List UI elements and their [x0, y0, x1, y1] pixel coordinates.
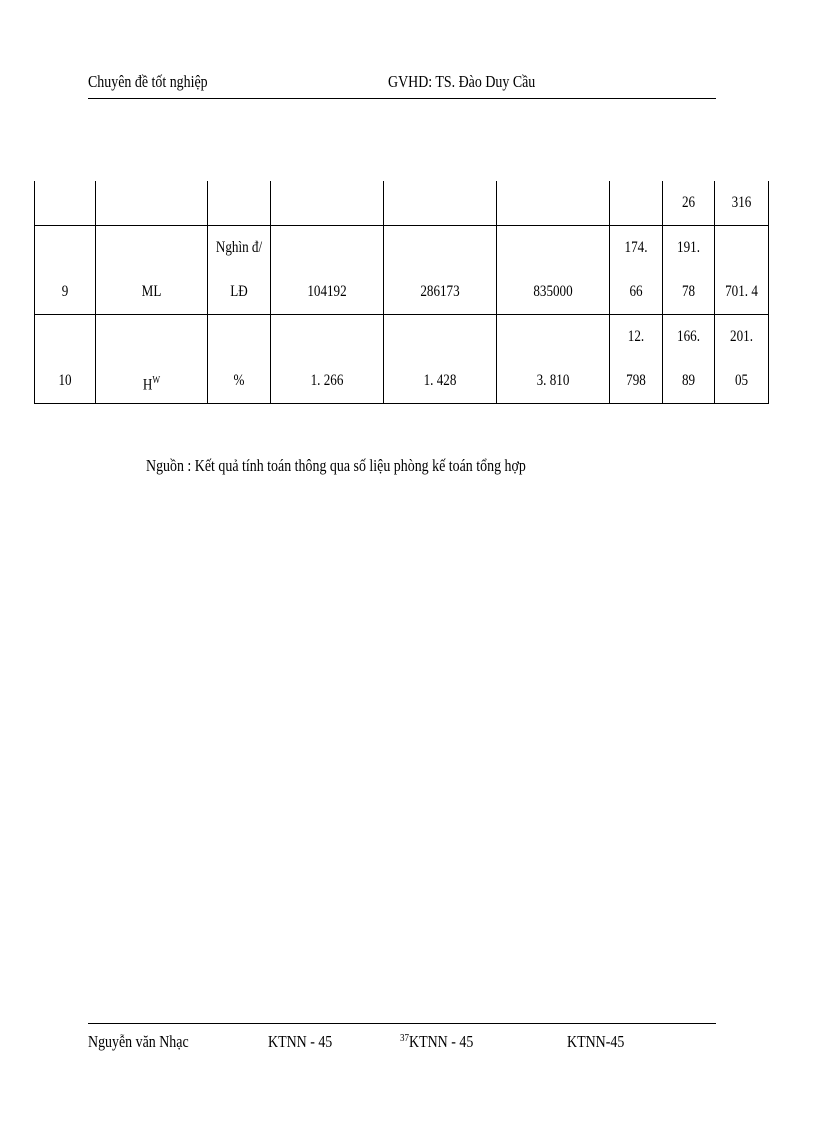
table-row-continued	[35, 181, 769, 226]
table-cell: 12. 798	[610, 315, 663, 404]
table-cell: 26	[663, 181, 715, 226]
indicator-name: ML	[96, 226, 208, 315]
table-cell: 3. 810	[497, 315, 610, 404]
row-number: 9	[35, 226, 96, 315]
table-cell: 701. 4	[715, 226, 769, 315]
table-cell: 1. 428	[384, 315, 497, 404]
table-cell: 191. 78	[663, 226, 715, 315]
header-divider	[88, 98, 716, 99]
header-supervisor: GVHD: TS. Đào Duy Cầu	[388, 72, 536, 91]
table-cell: 104192	[271, 226, 384, 315]
table-row-9	[35, 226, 769, 315]
header-title: Chuyên đề tốt nghiệp	[88, 72, 208, 91]
source-note: Nguồn : Kết quả tính toán thông qua số liệu phòng kế toán tổng hợp	[146, 456, 526, 475]
table-cell: 174. 66	[610, 226, 663, 315]
indicator-name: $H^W$	[96, 315, 208, 404]
table-row-10	[35, 315, 769, 404]
table-cell: 201. 05	[715, 315, 769, 404]
table-cell: 316	[715, 181, 769, 226]
footer-page: $^{37}$KTNN - 45	[400, 1032, 474, 1051]
data-table	[34, 181, 769, 404]
row-number: 10	[35, 315, 96, 404]
table-cell: 166. 89	[663, 315, 715, 404]
footer-class-short: KTNN-45	[567, 1032, 625, 1051]
page-number: 37	[400, 1032, 410, 1044]
footer-class: KTNN - 45	[268, 1032, 333, 1051]
table-cell: 286173	[384, 226, 497, 315]
unit-cell: Nghìn đ/ LĐ	[208, 226, 271, 315]
table-cell: 835000	[497, 226, 610, 315]
unit-cell: %	[208, 315, 271, 404]
footer-divider	[88, 1023, 716, 1024]
footer-author: Nguyễn văn Nhạc	[88, 1032, 189, 1051]
table-cell: 1. 266	[271, 315, 384, 404]
